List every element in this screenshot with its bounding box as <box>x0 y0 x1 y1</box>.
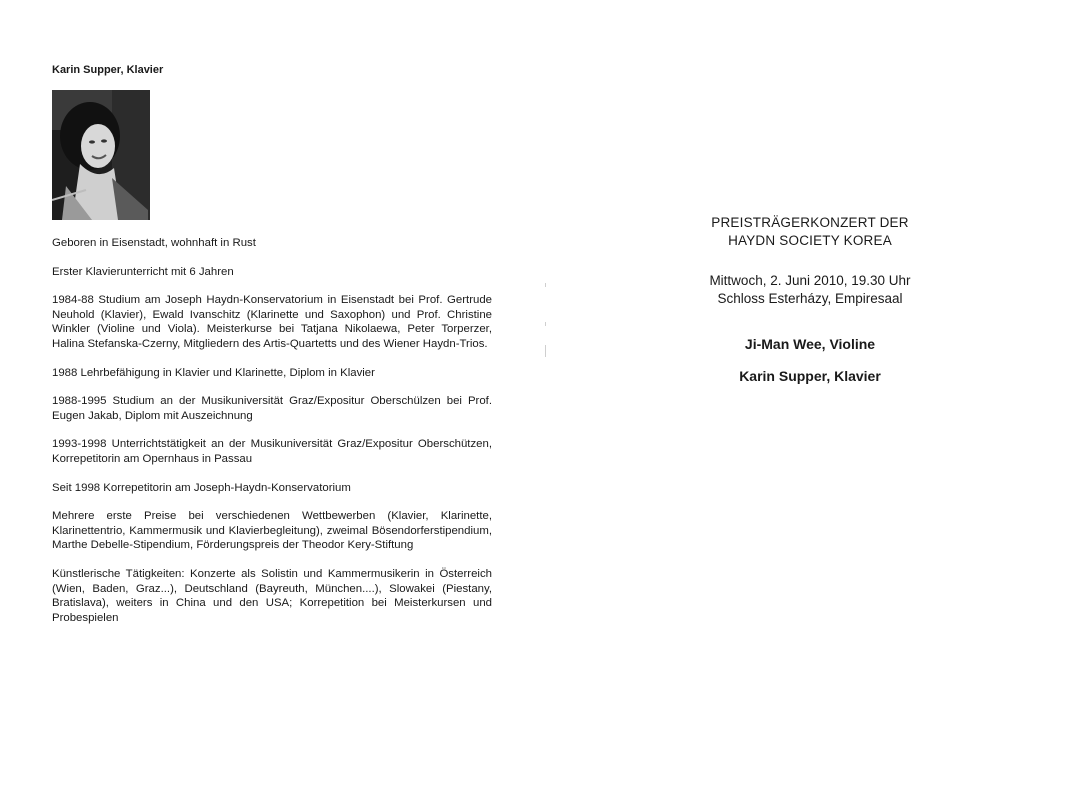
concert-title <box>660 214 960 250</box>
bio-birth: Geboren in Eisenstadt, wohnhaft in Rust <box>52 237 256 249</box>
bio-study-1988: 1988-1995 Studium an der Musikuniversität Graz/Expositur Oberschülzen bei Prof. Eugen Jakab, Diplom mit Auszeichnung <box>52 395 492 422</box>
concert-date: Mittwoch, 2. Juni 2010, 19.30 Uhr <box>709 273 911 288</box>
bio-study-1984: 1984-88 Studium am Joseph Haydn-Konservatorium in Eisenstadt bei Prof. Gertrude Neuhold (Klavier), Ewald Ivanschitz (Klarinette und Saxophon) und Prof. Christine Winkler (Violine und Viola). Meisterkurse bei Tatjana Nikolaewa, Peter Torperzer, Halina Stefanska-Czerny, Mitgliedern des Artis-Quartetts und des Wiener Haydn-Trios. <box>52 294 492 350</box>
performer-piano: Karin Supper, Klavier <box>739 368 881 384</box>
bio-first-lessons: Erster Klavierunterricht mit 6 Jahren <box>52 265 234 278</box>
bio-since-1998: Seit 1998 Korrepetitorin am Joseph-Haydn-Konservatorium <box>52 481 351 494</box>
portrait-photo <box>52 90 150 220</box>
bio-artistic-activities: Künstlerische Tätigkeiten: Konzerte als Solistin und Kammermusikerin in Österreich (Wien, Baden, Graz...), Deutschland (Bayreuth, München....), Slowakei (Piestany, Bratislava), weiters in China und den USA; Korrepetition bei Meisterkursen und Probespielen <box>52 567 492 624</box>
concert-title-line1: PREISTRÄGERKONZERT DER <box>711 215 909 230</box>
scan-mark <box>545 345 546 357</box>
right-page <box>660 214 960 400</box>
concert-venue: Schloss Esterházy, Empiresaal <box>717 291 903 306</box>
portrait-photo-icon <box>52 90 150 220</box>
concert-date-venue <box>660 272 960 308</box>
performer-violin: Ji-Man Wee, Violine <box>744 336 876 352</box>
bio-diploma-1988: 1988 Lehrbefähigung in Klavier und Klarinette, Diplom in Klavier <box>52 366 375 379</box>
left-page <box>52 64 492 639</box>
bio-teaching-1993: 1993-1998 Unterrichtstätigkeit an der Musikuniversität Graz/Expositur Oberschützen, Korrepetitorin am Opernhaus in Passau <box>52 438 492 465</box>
bio-heading: Karin Supper, Klavier <box>52 64 164 76</box>
scan-mark <box>545 283 546 287</box>
concert-title-line2: HAYDN SOCIETY KOREA <box>728 233 892 248</box>
bio-awards: Mehrere erste Preise bei verschiedenen Wettbewerben (Klavier, Klarinette, Klarinettentrio, Kammermusik und Klavierbegleitung), zweimal Bösendorferstipendium, Marthe Debelle-Stipendium, Förderungspreis der Theodor Kery-Stiftung <box>52 510 492 552</box>
scan-mark <box>545 322 546 326</box>
